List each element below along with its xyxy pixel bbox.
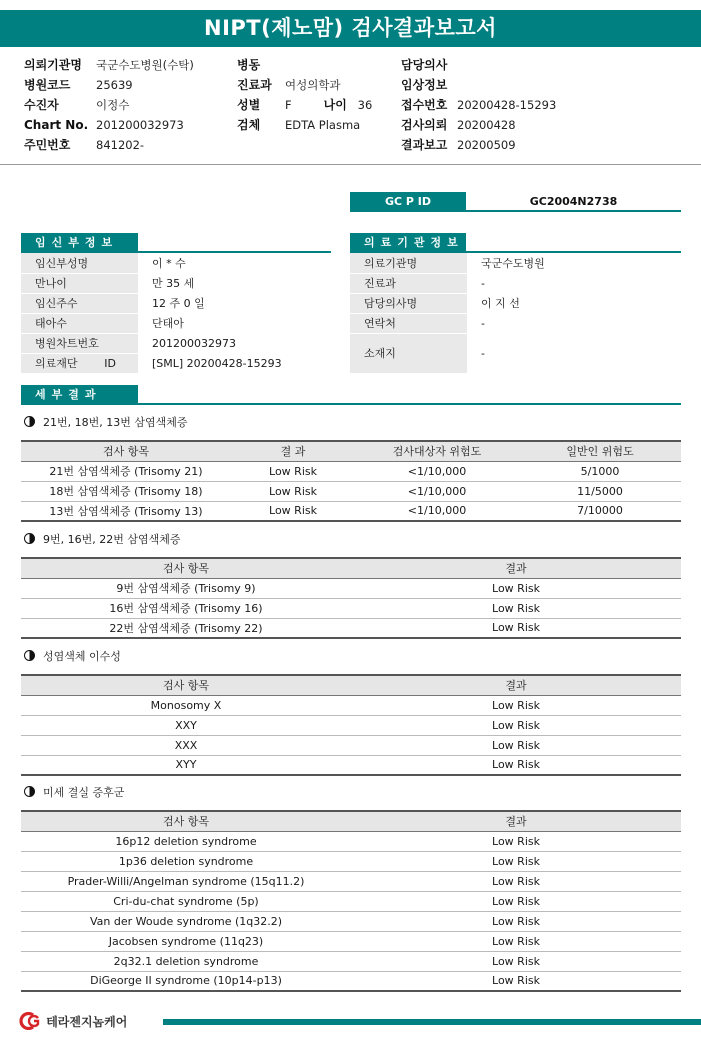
header-field — [401, 95, 556, 115]
header-field — [401, 55, 556, 75]
results-table-microdeletion — [21, 810, 681, 992]
info-key: 임신주수 — [21, 293, 138, 313]
table-cell: Cri-du-chat syndrome (5p) — [21, 891, 351, 911]
header-field-value: 여성의학과 — [285, 78, 341, 92]
header-field-label: 임상정보 — [401, 78, 448, 92]
column-header: 검사대상자 위험도 — [355, 441, 519, 461]
header-age-value: 36 — [357, 98, 373, 112]
info-key: 의료재단 ID — [21, 353, 138, 373]
header-field-label: 병동 — [237, 58, 261, 72]
info-row — [21, 293, 331, 313]
table-cell: Low Risk — [351, 715, 681, 735]
table-row — [21, 735, 681, 755]
header-field — [24, 135, 194, 155]
info-value: 만 35 세 — [138, 273, 331, 293]
header-col-3 — [401, 55, 556, 155]
header-field-value: 국군수도병원(수탁) — [96, 58, 194, 72]
column-header: 검사 항목 — [21, 811, 351, 831]
table-cell: 22번 삼염색체증 (Trisomy 22) — [109, 621, 263, 635]
half-circle-icon — [24, 650, 35, 661]
table-cell: 11/5000 — [519, 481, 681, 501]
results-table-trisomy-21-18-13 — [21, 440, 681, 522]
column-header: 결과 — [351, 675, 681, 695]
table-row — [21, 911, 681, 931]
column-header: 검사 항목 — [21, 441, 231, 461]
header-field — [24, 75, 194, 95]
info-value: [SML] 20200428-15293 — [138, 353, 331, 373]
info-key: 임신부성명 — [21, 253, 138, 273]
info-value: 국군수도병원 — [467, 253, 681, 273]
info-key: 연락처 — [350, 313, 467, 333]
table-cell: XYY — [175, 758, 197, 772]
group-title-text: 9번, 16번, 22번 삼염색체증 — [43, 533, 181, 546]
info-row — [350, 253, 681, 273]
table-header-row — [21, 441, 681, 461]
table-cell: 1p36 deletion syndrome — [21, 851, 351, 871]
table-header-row — [21, 675, 681, 695]
header-field — [24, 95, 194, 115]
gcp-id-value: GC2004N2738 — [529, 195, 618, 208]
table-cell: Low Risk — [231, 481, 355, 501]
table-cell: Low Risk — [351, 578, 681, 598]
table-row — [21, 831, 681, 851]
group-title-microdeletion — [24, 785, 124, 801]
header-age-label: 나이 — [323, 98, 347, 112]
table-cell: Low Risk — [351, 735, 681, 755]
info-value: - — [467, 273, 681, 293]
table-cell: <1/10,000 — [355, 461, 519, 481]
info-row — [21, 313, 331, 333]
table-cell: Low Risk — [351, 851, 681, 871]
pregnant-info-heading: 임신부정보 — [21, 233, 138, 253]
info-value: - — [467, 333, 681, 373]
header-field-label: 성별 — [237, 98, 261, 112]
table-cell: 16p12 deletion syndrome — [21, 831, 351, 851]
header-field-label: 병원코드 — [24, 78, 71, 92]
table-row — [21, 618, 681, 638]
table-cell: Van der Woude syndrome (1q32.2) — [21, 911, 351, 931]
details-heading: 세부결과 — [21, 385, 138, 405]
column-header: 검사 항목 — [21, 675, 351, 695]
header-field-value: 20200509 — [457, 138, 516, 152]
results-table-sex-chromosome — [21, 674, 681, 776]
table-row — [21, 501, 681, 521]
table-row — [21, 598, 681, 618]
table-cell: 16번 삼염색체증 (Trisomy 16) — [21, 598, 351, 618]
header-field-label: 담당의사 — [401, 58, 448, 72]
table-row — [21, 931, 681, 951]
table-cell: Low Risk — [231, 461, 355, 481]
report-title: NIPT(제노맘) 검사결과보고서 — [0, 10, 701, 47]
info-value: 이 지 선 — [467, 293, 681, 313]
info-value: - — [467, 313, 681, 333]
half-circle-icon — [24, 533, 35, 544]
info-key: 담당의사명 — [350, 293, 467, 313]
info-value: 201200032973 — [138, 333, 331, 353]
header-field — [24, 115, 194, 135]
column-header: 검사 항목 — [21, 558, 351, 578]
table-cell: Low Risk — [351, 831, 681, 851]
table-row — [21, 891, 681, 911]
header-field-label: Chart No. — [24, 118, 89, 132]
gc-logo-icon — [18, 1012, 42, 1030]
column-header: 결 과 — [231, 441, 355, 461]
header-field — [237, 55, 372, 75]
info-row — [21, 333, 331, 353]
header-field — [401, 135, 556, 155]
table-cell: Low Risk — [351, 891, 681, 911]
table-cell: Low Risk — [492, 621, 540, 635]
header-field-label: 결과보고 — [401, 138, 448, 152]
table-row — [21, 971, 681, 991]
header-field-value: 25639 — [96, 78, 133, 92]
header-field-label: 검사의뢰 — [401, 118, 448, 132]
info-value: 단태아 — [138, 313, 331, 333]
table-cell: <1/10,000 — [407, 504, 467, 518]
table-row — [21, 578, 681, 598]
header-field-value: 20200428-15293 — [457, 98, 557, 112]
info-key: 소재지 — [350, 333, 467, 373]
company-name: 테라젠지놈케어 — [46, 1015, 128, 1029]
table-cell: Low Risk — [351, 931, 681, 951]
table-row — [21, 481, 681, 501]
info-key: 만나이 — [21, 273, 138, 293]
company-logo — [18, 1012, 127, 1032]
header-field-label: 접수번호 — [401, 98, 448, 112]
table-cell: Prader-Willi/Angelman syndrome (15q11.2) — [21, 871, 351, 891]
table-row — [21, 715, 681, 735]
group-title-trisomy-9-16-22 — [24, 532, 180, 548]
table-cell: 21번 삼염색체증 (Trisomy 21) — [21, 461, 231, 481]
info-value: 이 * 수 — [138, 253, 331, 273]
table-row — [21, 461, 681, 481]
info-row — [350, 313, 681, 333]
header-field-label: 검체 — [237, 118, 261, 132]
table-cell: XXX — [21, 735, 351, 755]
header-field-value: 20200428 — [457, 118, 516, 132]
group-title-sex-chromosome — [24, 649, 121, 665]
header-field — [237, 75, 372, 95]
header-field — [24, 55, 194, 75]
info-key: 진료과 — [350, 273, 467, 293]
header-field-label: 수진자 — [24, 98, 59, 112]
column-header: 결과 — [351, 811, 681, 831]
header-field-value: 201200032973 — [96, 118, 184, 132]
group-title-trisomy-21-18-13 — [24, 415, 187, 431]
table-cell: Low Risk — [351, 695, 681, 715]
info-row — [21, 253, 331, 273]
gcp-id-label: GC P ID — [350, 192, 466, 212]
header-field — [401, 75, 556, 95]
table-row — [21, 755, 681, 775]
gcp-id-box — [350, 192, 681, 212]
header-field-label: 의뢰기관명 — [24, 58, 82, 72]
info-row — [350, 273, 681, 293]
group-title-text: 21번, 18번, 13번 삼염색체증 — [43, 416, 188, 429]
info-key: 병원차트번호 — [21, 333, 138, 353]
header-field-value: 이정수 — [96, 98, 130, 112]
info-value: 12 주 0 일 — [138, 293, 331, 313]
hospital-info-heading: 의료기관정보 — [350, 233, 466, 253]
header-field — [237, 115, 372, 135]
header-col-1 — [24, 55, 194, 155]
report-header — [0, 47, 701, 165]
details-rule — [21, 403, 681, 405]
info-row — [21, 353, 331, 373]
info-row — [21, 273, 331, 293]
table-row — [21, 851, 681, 871]
table-header-row — [21, 811, 681, 831]
half-circle-icon — [24, 786, 35, 797]
table-cell: 7/10000 — [577, 504, 623, 518]
table-cell: Low Risk — [351, 871, 681, 891]
info-key: 태아수 — [21, 313, 138, 333]
table-cell: 18번 삼염색체증 (Trisomy 18) — [21, 481, 231, 501]
results-table-trisomy-9-16-22 — [21, 557, 681, 639]
table-cell: DiGeorge II syndrome (10p14-p13) — [90, 974, 282, 988]
header-field-value: 841202- — [96, 138, 145, 152]
table-row — [21, 951, 681, 971]
table-cell: 9번 삼염색체증 (Trisomy 9) — [21, 578, 351, 598]
table-header-row — [21, 558, 681, 578]
half-circle-icon — [24, 416, 35, 427]
table-cell: Low Risk — [492, 758, 540, 772]
column-header: 일반인 위험도 — [519, 441, 681, 461]
header-field — [237, 95, 372, 115]
info-row — [350, 293, 681, 313]
table-row — [21, 871, 681, 891]
column-header: 결과 — [351, 558, 681, 578]
pregnant-info-table — [21, 253, 331, 374]
table-cell: <1/10,000 — [355, 481, 519, 501]
header-field-value: EDTA Plasma — [285, 118, 361, 132]
table-cell: Low Risk — [351, 598, 681, 618]
table-cell: XXY — [21, 715, 351, 735]
table-cell: Jacobsen syndrome (11q23) — [21, 931, 351, 951]
footer-rule — [163, 1019, 701, 1025]
table-cell: 5/1000 — [519, 461, 681, 481]
table-cell: 2q32.1 deletion syndrome — [21, 951, 351, 971]
table-cell: Low Risk — [492, 974, 540, 988]
table-cell: Low Risk — [351, 911, 681, 931]
header-field-value: F — [285, 98, 292, 112]
table-cell: Low Risk — [269, 504, 317, 518]
hospital-info-table — [350, 253, 681, 374]
table-row — [21, 695, 681, 715]
table-cell: Monosomy X — [21, 695, 351, 715]
info-key: 의료기관명 — [350, 253, 467, 273]
table-cell: Low Risk — [351, 951, 681, 971]
group-title-text: 성염색체 이수성 — [43, 650, 121, 663]
header-field-label: 진료과 — [237, 78, 272, 92]
header-field-label: 주민번호 — [24, 138, 71, 152]
info-row — [350, 333, 681, 373]
group-title-text: 미세 결실 증후군 — [43, 786, 125, 799]
table-cell: 13번 삼염색체증 (Trisomy 13) — [49, 504, 203, 518]
header-field — [401, 115, 556, 135]
header-col-2 — [237, 55, 372, 135]
